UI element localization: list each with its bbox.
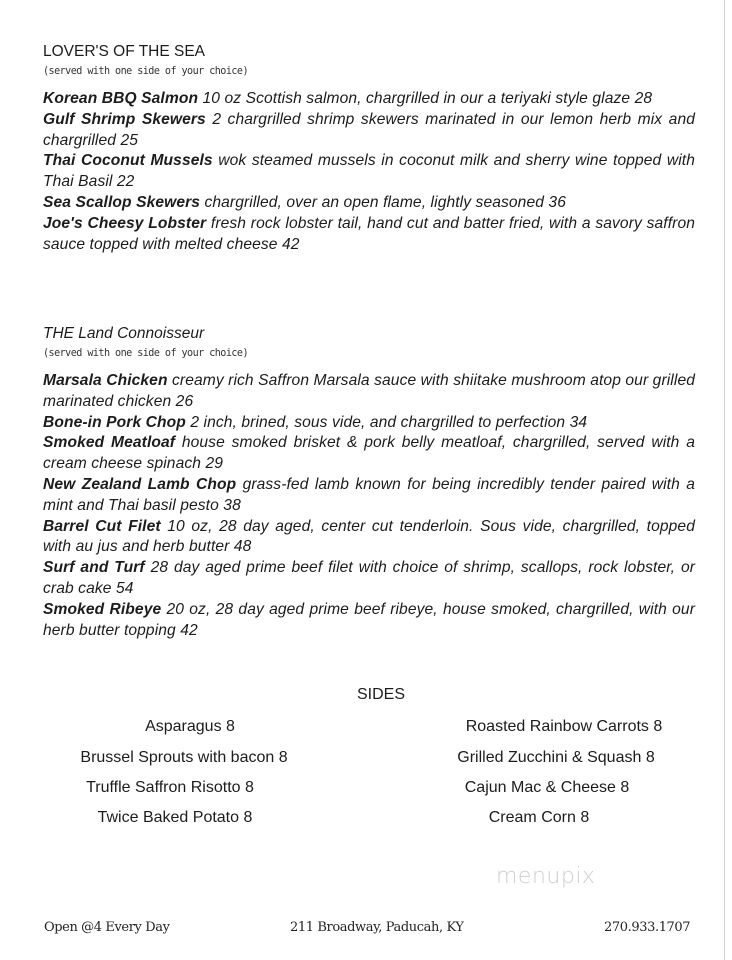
side-item: Grilled Zucchini & Squash 8 [457,749,655,766]
menu-item [43,413,695,434]
item-name: Korean BBQ Salmon [43,90,199,107]
menu-item [43,371,695,413]
item-desc: house smoked brisket & pork belly meatloaf, chargrilled, served with a cream cheese spinach 29 [43,434,696,473]
menu-item [43,558,695,600]
sides-title: SIDES [356,686,405,703]
footer-address: 211 Broadway, Paducah, KY [290,920,464,935]
item-name: Surf and Turf [43,559,145,577]
menu-item [43,517,695,559]
side-item: Twice Baked Potato 8 [97,809,253,826]
item-name: Joe's Cheesy Lobster [43,214,207,232]
side-item: Cajun Mac & Cheese 8 [464,779,630,796]
item-desc: chargrilled, over an open flame, lightly seasoned 36 [200,193,566,211]
item-desc: grass-fed lamb known for being incredibly tender paired with a mint and Thai basil pesto 38 [43,475,695,514]
section-note-sea: (served with one side of your choice) [43,64,249,77]
menu-item [43,214,695,256]
section-title-sea: LOVER'S OF THE SEA [43,43,206,60]
item-desc: 10 oz, 28 day aged, center cut tenderloin. Sous vide, chargrilled, topped with au jus and herb butter 48 [43,517,695,556]
side-item: Asparagus 8 [145,718,235,735]
side-item: Roasted Rainbow Carrots 8 [465,718,663,735]
item-desc: 2 chargrilled shrimp skewers marinated in our lemon herb mix and chargrilled 25 [43,110,695,149]
land-items [43,371,695,641]
item-desc: 2 inch, brined, sous vide, and chargrilled to perfection 34 [185,413,588,431]
item-desc: 20 oz, 28 day aged prime beef ribeye, house smoked, chargrilled, with our herb butter topping 42 [43,600,695,639]
item-name: Sea Scallop Skewers [43,193,201,211]
page-edge-line [724,0,725,960]
item-desc: creamy rich Saffron Marsala sauce with shiitake mushroom atop our grilled marinated chicken 26 [43,372,695,410]
item-desc: 10 oz Scottish salmon, chargrilled in our a teriyaki style glaze 28 [198,90,653,107]
menu-item [43,193,695,214]
side-item: Cream Corn 8 [488,809,590,826]
item-name: Gulf Shrimp Skewers [43,110,206,128]
menu-item [43,89,695,110]
side-item: Brussel Sprouts with bacon 8 [80,749,288,766]
item-name: Thai Coconut Mussels [43,152,213,170]
item-desc: fresh rock lobster tail, hand cut and batter fried, with a savory saffron sauce topped with melted cheese 42 [43,214,695,253]
menu-item [43,475,695,517]
watermark-logo: menupix [496,864,596,889]
menu-item [43,433,695,475]
item-name: New Zealand Lamb Chop [43,475,237,493]
item-name: Smoked Meatloaf [43,434,176,452]
section-sea [43,42,695,255]
menu-item [43,600,695,642]
menu-item [43,110,695,152]
footer-hours: Open @4 Every Day [44,920,170,935]
section-land [43,324,695,641]
side-item: Truffle Saffron Risotto 8 [86,779,254,796]
item-name: Smoked Ribeye [43,600,162,618]
footer-phone: 270.933.1707 [604,920,691,935]
section-title-land: THE Land Connoisseur [43,325,205,342]
item-name: Marsala Chicken [43,372,168,389]
item-desc: wok steamed mussels in coconut milk and sherry wine topped with Thai Basil 22 [43,152,695,191]
menu-item [43,151,695,193]
item-name: Bone-in Pork Chop [43,413,186,431]
item-desc: 28 day aged prime beef filet with choice of shrimp, scallops, rock lobster, or crab cake 54 [43,559,696,597]
item-name: Barrel Cut Filet [43,517,161,535]
sea-items [43,89,695,255]
section-note-land: (served with one side of your choice) [43,346,249,359]
